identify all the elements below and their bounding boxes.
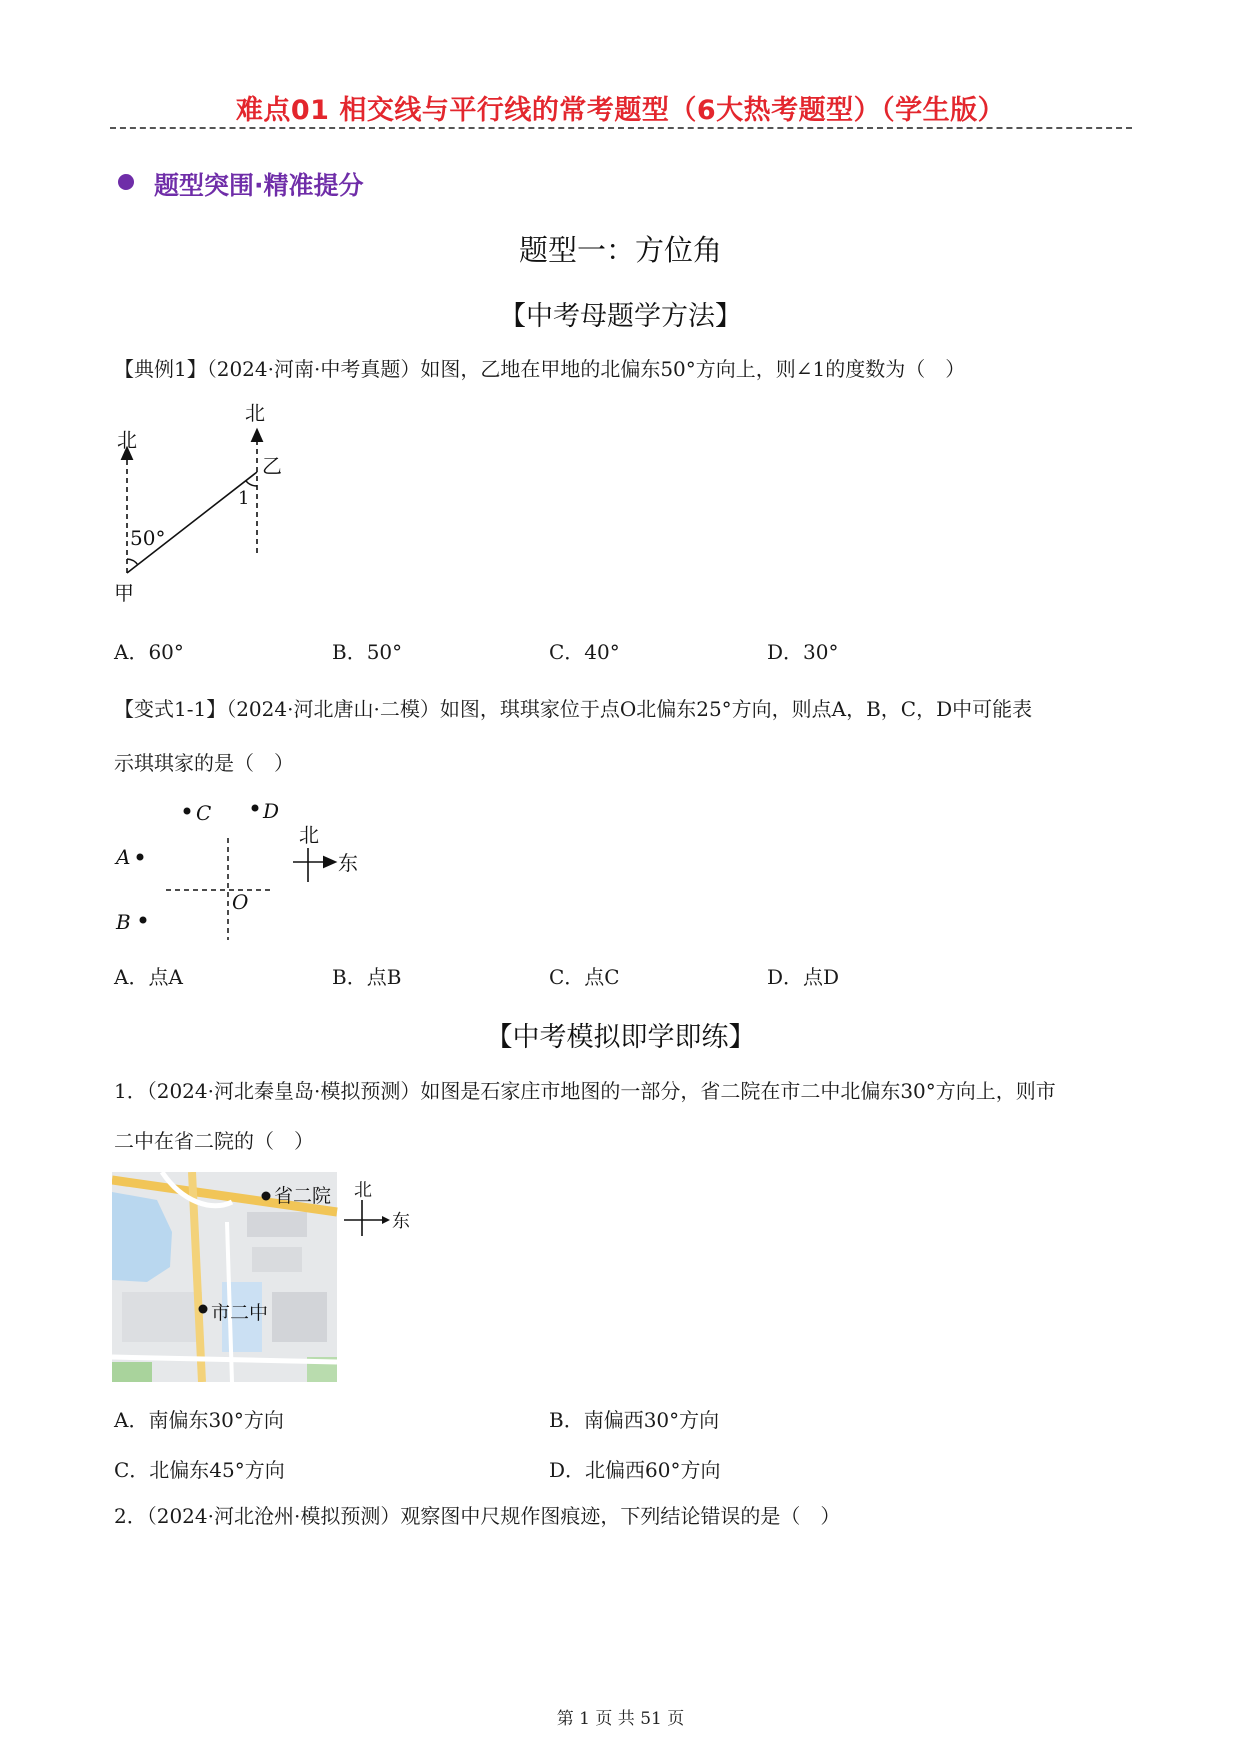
q1-map-figure (112, 1172, 412, 1382)
q1-option-a[interactable]: A．南偏东30°方向 (114, 1408, 284, 1432)
angle-arc-50 (127, 559, 138, 565)
map-label-school: 市二中 (211, 1302, 269, 1324)
angle-arc-1 (246, 481, 257, 486)
angle-label-1: 1 (238, 488, 250, 509)
point-d (252, 805, 259, 812)
q1-question-line2: 二中在省二院的（ ） (114, 1129, 314, 1153)
q1-question-line1: 1．（2024·河北秦皇岛·模拟预测）如图是石家庄市地图的一部分，省二院在市二中北偏东30°方向上，则市 (114, 1079, 1056, 1103)
topic-title: 题型一：方位角 (518, 233, 722, 267)
map-compass-north-label: 北 (354, 1180, 372, 1201)
point-a (137, 854, 144, 861)
variant1-option-b[interactable]: B．点B (332, 965, 402, 989)
variant1-option-a[interactable]: A．点A (114, 965, 183, 989)
point-b (140, 917, 147, 924)
point-label-c: C (196, 801, 212, 825)
section-label: 题型突围·精准提分 (154, 171, 364, 200)
point-label-d: D (263, 799, 280, 823)
origin-label-o: O (232, 890, 249, 914)
method-heading: 【中考母题学方法】 (499, 301, 742, 332)
map-point-hospital (262, 1192, 271, 1201)
example1-option-c[interactable]: C．40° (549, 640, 620, 664)
map-compass-east-label: 东 (392, 1211, 410, 1232)
point-c (184, 808, 191, 815)
example1-option-d[interactable]: D．30° (767, 640, 839, 664)
variant1-question-line2: 示琪琪家的是（ ） (114, 751, 294, 775)
map-point-school (199, 1305, 208, 1314)
point-label-a: A (116, 845, 131, 869)
practice-heading: 【中考模拟即学即练】 (485, 1022, 756, 1053)
north-label-left: 北 (117, 428, 137, 452)
map-compass-arrowhead-icon (382, 1216, 390, 1224)
north-label-right: 北 (245, 401, 265, 425)
compass-east-label: 东 (338, 851, 358, 875)
point-label-b: B (116, 910, 131, 934)
variant1-question-line1: 【变式1-1】（2024·河北唐山·二模）如图，琪琪家位于点O北偏东25°方向，则点A，B，C，D中可能表 (114, 697, 1033, 721)
q1-option-c[interactable]: C．北偏东45°方向 (114, 1458, 285, 1482)
example1-option-a[interactable]: A．60° (114, 640, 184, 664)
angle-label-50: 50° (130, 526, 166, 550)
q1-option-b[interactable]: B．南偏西30°方向 (549, 1408, 720, 1432)
q1-option-d[interactable]: D．北偏西60°方向 (549, 1458, 721, 1482)
point-label-yi: 乙 (262, 454, 282, 478)
variant1-option-c[interactable]: C．点C (549, 965, 620, 989)
example1-option-b[interactable]: B．50° (332, 640, 403, 664)
q2-question: 2．（2024·河北沧州·模拟预测）观察图中尺规作图痕迹，下列结论错误的是（ ） (114, 1504, 841, 1528)
page-footer: 第 1 页 共 51 页 (556, 1709, 685, 1729)
map-label-hospital: 省二院 (274, 1185, 332, 1207)
compass-north-label: 北 (299, 823, 319, 847)
variant1-option-d[interactable]: D．点D (767, 965, 840, 989)
section-bullet-icon (118, 174, 134, 190)
document-title: 难点01 相交线与平行线的常考题型（6大热考题型）（学生版） (235, 95, 1006, 126)
variant1-figure (110, 790, 370, 950)
point-label-jia: 甲 (114, 581, 134, 605)
example1-figure (110, 398, 310, 608)
example1-question: 【典例1】（2024·河南·中考真题）如图，乙地在甲地的北偏东50°方向上，则∠1的度数为（ ） (114, 357, 966, 381)
header-divider (110, 127, 1132, 129)
